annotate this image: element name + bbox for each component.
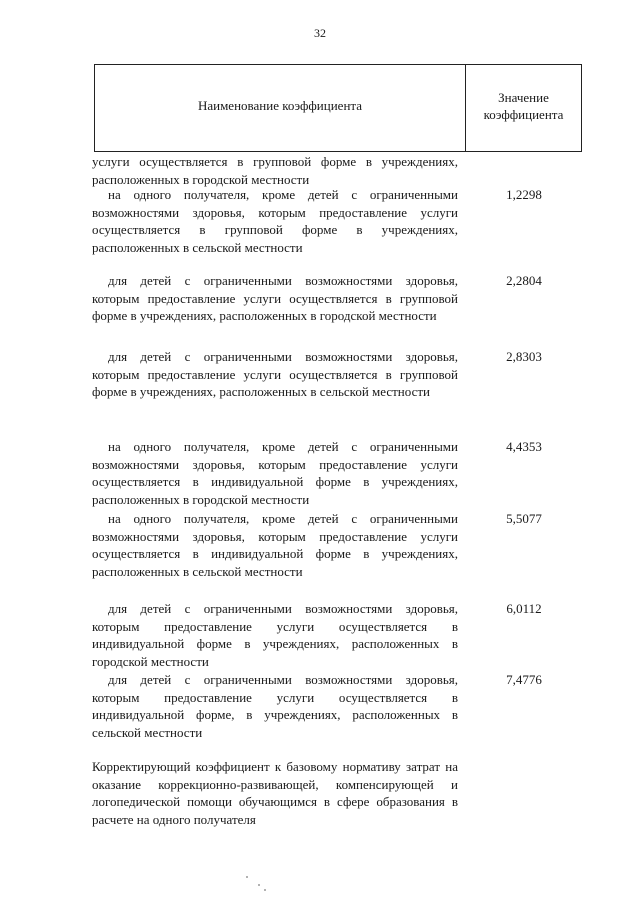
row-text: услуги осуществляется в групповой форме в учреждениях, расположенных в городской местности bbox=[92, 154, 458, 187]
row-value: 5,5077 bbox=[506, 511, 542, 526]
row-text: для детей с ограниченными возможностями здоровья, которым предоставление услуги осуществляется в индивидуальной форме в учреждениях, расположенных в городской местности bbox=[92, 601, 458, 669]
scan-speck bbox=[246, 876, 248, 878]
row-text: на одного получателя, кроме детей с ограниченными возможностями здоровья, которым предоставление услуги осуществляется в индивидуальной форме в учреждениях, расположенных в городской местности bbox=[92, 439, 458, 507]
row-value: 2,2804 bbox=[506, 273, 542, 288]
row-value: 1,2298 bbox=[506, 187, 542, 202]
row-text: для детей с ограниченными возможностями здоровья, которым предоставление услуги осуществляется в групповой форме в учреждениях, расположенных в городской местности bbox=[92, 273, 458, 323]
row-value: 7,4776 bbox=[506, 672, 542, 687]
column-header-value bbox=[466, 89, 581, 123]
row-value: 4,4353 bbox=[506, 439, 542, 454]
column-header-value-line2: коэффициента bbox=[483, 107, 564, 122]
scan-speck bbox=[258, 884, 260, 886]
row-value: 6,0112 bbox=[506, 601, 542, 616]
column-header-value-line1: Значение bbox=[498, 90, 549, 105]
row-text: для детей с ограниченными возможностями здоровья, которым предоставление услуги осуществляется в индивидуальной форме, в учреждениях, расположенных в сельской местности bbox=[92, 672, 458, 740]
row-value: 2,8303 bbox=[506, 349, 542, 364]
row-text: для детей с ограниченными возможностями здоровья, которым предоставление услуги осуществляется в групповой форме в учреждениях, расположенных в сельской местности bbox=[92, 349, 458, 399]
page-number: 32 bbox=[314, 26, 326, 40]
row-text: на одного получателя, кроме детей с ограниченными возможностями здоровья, которым предоставление услуги осуществляется в индивидуальной форме в учреждениях, расположенных в сельской местности bbox=[92, 511, 458, 579]
column-header-name: Наименование коэффициента bbox=[197, 98, 363, 113]
scan-speck bbox=[264, 889, 266, 891]
corrective-coefficient-text: Корректирующий коэффициент к базовому нормативу затрат на оказание коррекционно-развивающей, компенсирующей и логопедической помощи обучающимся в сфере образования в расчете на одного получателя bbox=[92, 759, 458, 827]
row-text: на одного получателя, кроме детей с ограниченными возможностями здоровья, которым предоставление услуги осуществляется в групповой форме в учреждениях, расположенных в сельской местности bbox=[92, 187, 458, 255]
coefficient-table-header bbox=[94, 64, 582, 152]
